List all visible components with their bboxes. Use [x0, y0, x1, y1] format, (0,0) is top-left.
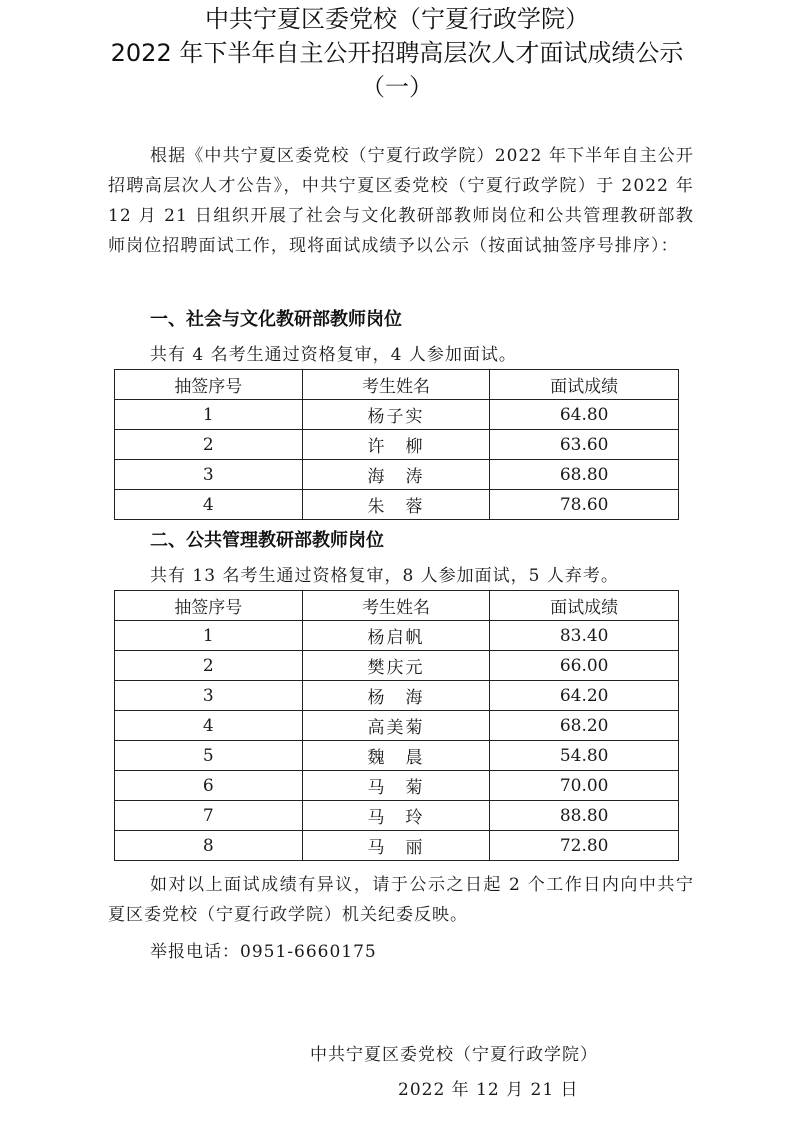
score-cell: 64.20 [490, 681, 679, 711]
candidate-name-cell: 朱 蓉 [302, 490, 490, 520]
column-header-interview-score: 面试成绩 [490, 370, 679, 400]
section1-summary: 共有 4 名考生通过资格复审，4 人参加面试。 [150, 345, 517, 365]
draw-number-cell: 7 [115, 801, 303, 831]
column-header-draw-number: 抽签序号 [115, 370, 303, 400]
candidate-name-cell: 杨启帆 [302, 621, 490, 651]
column-header-candidate-name: 考生姓名 [302, 591, 490, 621]
table-row [115, 741, 679, 771]
table-row [115, 621, 679, 651]
candidate-name-cell: 马 丽 [302, 831, 490, 861]
score-cell: 88.80 [490, 801, 679, 831]
candidate-name-cell: 杨 海 [302, 681, 490, 711]
table-row [115, 771, 679, 801]
objection-notice: 如对以上面试成绩有异议，请于公示之日起 2 个工作日内向中共宁夏区委党校（宁夏行政学院）机关纪委反映。 [108, 875, 694, 925]
document-title-line2: 2022 年下半年自主公开招聘高层次人才面试成绩公示 [110, 39, 684, 67]
candidate-name-cell: 高美菊 [302, 711, 490, 741]
score-cell: 83.40 [490, 621, 679, 651]
draw-number-cell: 6 [115, 771, 303, 801]
table-row [115, 801, 679, 831]
document-title-line1: 中共宁夏区委党校（宁夏行政学院） [205, 5, 589, 33]
section2-summary: 共有 13 名考生通过资格复审，8 人参加面试，5 人弃考。 [150, 566, 619, 586]
score-cell: 72.80 [490, 831, 679, 861]
document-title-line3: （一） [361, 73, 433, 101]
column-header-interview-score: 面试成绩 [490, 591, 679, 621]
draw-number-cell: 4 [115, 490, 303, 520]
score-cell: 66.00 [490, 651, 679, 681]
draw-number-cell: 4 [115, 711, 303, 741]
score-cell: 64.80 [490, 400, 679, 430]
draw-number-cell: 2 [115, 430, 303, 460]
table-row [115, 831, 679, 861]
draw-number-cell: 8 [115, 831, 303, 861]
score-cell: 70.00 [490, 771, 679, 801]
table-header-row [115, 370, 679, 400]
section1-score-table [114, 369, 679, 520]
signature-organization: 中共宁夏区委党校（宁夏行政学院） [310, 1045, 598, 1065]
candidate-name-cell: 许 柳 [302, 430, 490, 460]
draw-number-cell: 2 [115, 651, 303, 681]
draw-number-cell: 3 [115, 681, 303, 711]
score-cell: 68.80 [490, 460, 679, 490]
score-cell: 54.80 [490, 741, 679, 771]
table-row [115, 711, 679, 741]
table-header-row [115, 591, 679, 621]
section2-score-table [114, 590, 679, 861]
candidate-name-cell: 樊庆元 [302, 651, 490, 681]
score-cell: 63.60 [490, 430, 679, 460]
candidate-name-cell: 马 玲 [302, 801, 490, 831]
score-cell: 68.20 [490, 711, 679, 741]
table-row [115, 430, 679, 460]
table-row [115, 460, 679, 490]
candidate-name-cell: 魏 晨 [302, 741, 490, 771]
section1-heading: 一、社会与文化教研部教师岗位 [150, 309, 402, 330]
signature-date: 2022 年 12 月 21 日 [398, 1080, 579, 1100]
candidate-name-cell: 马 菊 [302, 771, 490, 801]
column-header-draw-number: 抽签序号 [115, 591, 303, 621]
table-row [115, 490, 679, 520]
draw-number-cell: 5 [115, 741, 303, 771]
table-row [115, 681, 679, 711]
draw-number-cell: 1 [115, 400, 303, 430]
table-row [115, 651, 679, 681]
column-header-candidate-name: 考生姓名 [302, 370, 490, 400]
draw-number-cell: 1 [115, 621, 303, 651]
draw-number-cell: 3 [115, 460, 303, 490]
intro-paragraph: 根据《中共宁夏区委党校（宁夏行政学院）2022 年下半年自主公开招聘高层次人才公告》，中共宁夏区委党校（宁夏行政学院）于 2022 年 12 月 21 日组织开展了社会与文化教研部教师岗位和公共管理教研部教师岗位招聘面试工作，现将面试成绩予以公示（按面试抽签序号排序）： [108, 146, 694, 256]
table-row [115, 400, 679, 430]
report-hotline: 举报电话：0951-6660175 [150, 942, 377, 962]
candidate-name-cell: 杨子实 [302, 400, 490, 430]
score-cell: 78.60 [490, 490, 679, 520]
candidate-name-cell: 海 涛 [302, 460, 490, 490]
section2-heading: 二、公共管理教研部教师岗位 [150, 530, 384, 551]
